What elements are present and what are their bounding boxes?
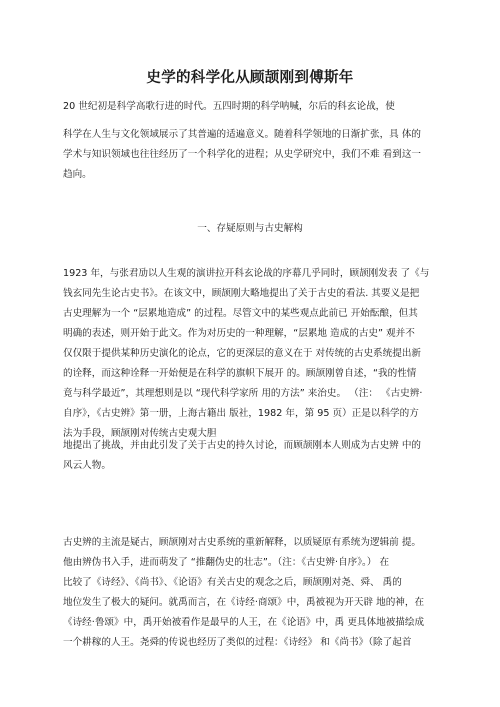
- text-line: 明确的表述，则开始于此文。作为对历史的一种理解，“层累地 造成的古史” 观并不: [63, 328, 415, 339]
- text-line: 竟与科学最近”，其理想则是以 “现代科学家所 用的方法” 来治史。 （注： 《古史辨·: [63, 388, 423, 399]
- text-line: 地提出了挑战，并由此引发了关于古史的持久讨论，而顾颉刚本人则成为古史辨 中的: [63, 440, 422, 451]
- text-line: 《诗经·鲁颂》中，禹开始被看作是最早的人王，在《论语》中，禹 更具体地被描绘成: [63, 617, 425, 628]
- text-line: 风云人物。: [63, 460, 111, 471]
- text-line: 科学在人生与文化领域展示了其普遍的适遍意义。随着科学领地的日渐扩张，具 体的: [63, 129, 422, 140]
- text-line: 一个耕稼的人王。尧舜的传说也经历了类似的过程：《诗经》 和《尚书》（除了起首: [63, 637, 412, 648]
- text-line: 古史理解为一个 “层累地造成” 的过程。尽管文中的某些观点此前已 开始酝酿，但其: [63, 308, 418, 319]
- text-line: 的诠释，而这种诠释一开始便是在科学的旗帜下展开 的。顾颉刚曾自述，“我的性情: [63, 368, 417, 379]
- text-line: 1923 年，与张君劢以人生观的演讲拉开科玄论战的序幕几乎同时，顾颉刚发表 了《与: [63, 268, 430, 279]
- text-line: 20 世纪初是科学高歌行进的时代。五四时期的科学呐喊，尔后的科玄论战，使: [63, 101, 395, 112]
- section-heading: 一、存疑原则与古史解构: [197, 223, 303, 234]
- text-line: 趋向。: [63, 169, 92, 180]
- text-line: 古史辨的主流是疑古，顾颉刚对古史系统的重新解释，以质疑原有系统为逻辑前 提。: [63, 537, 422, 548]
- body-paragraph-3: [63, 533, 439, 653]
- text-line: 地位发生了极大的疑问。就禹而言，在《诗经·商颂》中，禹被视为开天辟 地的神，在: [63, 597, 425, 608]
- text-line: 比较了《诗经》、《尚书》、《论语》有关古史的观念之后，顾颉刚对尧、舜、 禹的: [63, 577, 402, 588]
- body-paragraph-2: [63, 436, 439, 476]
- body-paragraph-1: [63, 264, 439, 444]
- text-line: 自序》，《古史辨》第一册，上海古籍出 版社，1982 年，第 95 页）正是以科学的方: [63, 408, 419, 419]
- intro-paragraph: [63, 97, 439, 185]
- text-line: 学术与知识领域也往往经历了一个科学化的进程；从史学研究中，我们不难 看到这一: [63, 149, 422, 160]
- text-line: 法为手段，顾颉刚对传统古史观大胆: [63, 428, 217, 439]
- document-title: 史学的科学化从顾颉刚到傅斯年: [146, 70, 354, 86]
- text-line: 钱玄同先生论古史书》。在该文中，顾颉刚大略地提出了关于古史的看法. 其要义是把: [63, 288, 420, 299]
- text-line: 他由辨伪书入手，进而萌发了 “推翻伪史的壮志”。（注：《古史辨·自序》。） 在: [63, 557, 390, 568]
- text-line: 仅仅限于提供某种历史演化的论点，它的更深层的意义在于 对传统的古史系统提出新: [63, 348, 422, 359]
